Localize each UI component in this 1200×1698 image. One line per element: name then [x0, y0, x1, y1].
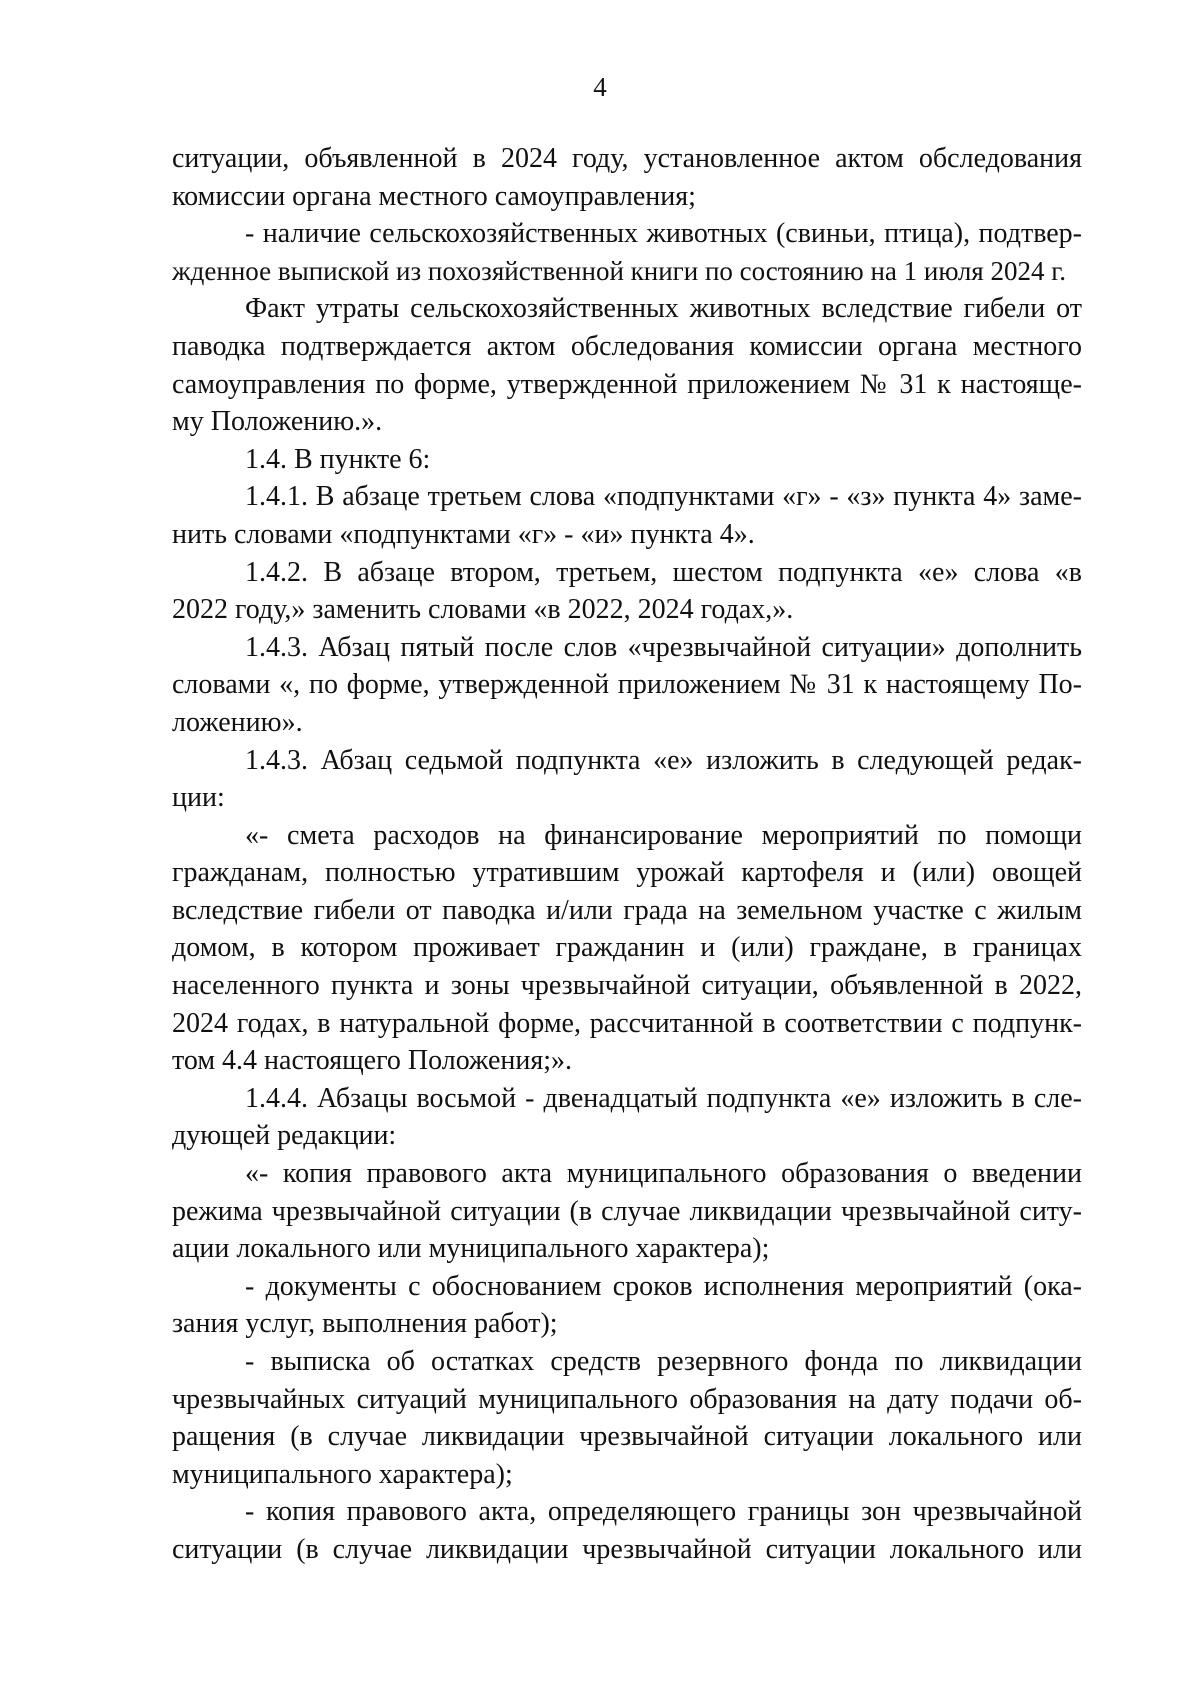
text-line: «- копия правового акта муниципального образования о введении	[245, 1158, 1082, 1190]
text-line: 1.4. В пункте 6:	[245, 443, 431, 475]
text-line: населенного пункта и зоны чрезвычайной ситуации, объявленной в 2022,	[172, 970, 1082, 1002]
text-line: режима чрезвычайной ситуации (в случае ликвидации чрезвычайной ситу-	[172, 1195, 1082, 1227]
document-body	[172, 140, 1082, 1569]
text-line: муниципального характера);	[172, 1458, 513, 1490]
text-line: - документы с обоснованием сроков исполнения мероприятий (ока-	[245, 1270, 1082, 1302]
text-line: зания услуг, выполнения работ);	[172, 1308, 558, 1340]
text-line: 1.4.1. В абзаце третьем слова «подпунктами «г» - «з» пункта 4» заме-	[245, 481, 1082, 513]
text-line: ложению».	[172, 706, 303, 738]
text-line: 2022 году,» заменить словами «в 2022, 2024 годах,».	[172, 594, 794, 626]
text-line: вследствие гибели от паводка и/или града на земельном участке с жилым	[172, 894, 1082, 926]
text-line: чрезвычайных ситуаций муниципального образования на дату подачи об-	[172, 1383, 1082, 1415]
text-line: ращения (в случае ликвидации чрезвычайной ситуации локального или	[172, 1421, 1082, 1453]
text-line: том 4.4 настоящего Положения;».	[172, 1045, 573, 1077]
text-line: ации локального или муниципального характера);	[172, 1233, 770, 1265]
text-line: гражданам, полностью утратившим урожай картофеля и (или) овощей	[172, 857, 1082, 889]
text-line: - наличие сельскохозяйственных животных (свиньи, птица), подтвер-	[245, 218, 1082, 250]
text-line: жденное выпиской из похозяйственной книги по состоянию на 1 июля 2024 г.	[172, 255, 1067, 286]
text-line: словами «, по форме, утвержденной приложением № 31 к настоящему По-	[172, 669, 1082, 701]
text-line: самоуправления по форме, утвержденной приложением № 31 к настояще-	[172, 368, 1082, 400]
text-line: - копия правового акта, определяющего границы зон чрезвычайной	[245, 1496, 1082, 1528]
text-line: 1.4.3. Абзац пятый после слов «чрезвычайной ситуации» дополнить	[245, 631, 1082, 663]
text-line: Факт утраты сельскохозяйственных животных вследствие гибели от	[245, 293, 1082, 325]
text-line: ситуации (в случае ликвидации чрезвычайной ситуации локального или	[172, 1533, 1082, 1565]
text-line: 2024 годах, в натуральной форме, рассчитанной в соответствии с подпунк-	[172, 1007, 1082, 1039]
text-line: ции:	[172, 782, 225, 814]
page-number: 4	[593, 72, 607, 102]
text-line: 1.4.4. Абзацы восьмой - двенадцатый подпункта «е» изложить в сле-	[245, 1082, 1082, 1114]
text-line: - выписка об остатках средств резервного фонда по ликвидации	[245, 1346, 1082, 1377]
text-line: дующей редакции:	[172, 1120, 397, 1152]
text-line: паводка подтверждается актом обследования комиссии органа местного	[172, 330, 1082, 362]
text-line: ситуации, объявленной в 2024 году, установленное актом обследования	[172, 143, 1082, 174]
text-line: 1.4.3. Абзац седьмой подпункта «е» изложить в следующей редак-	[245, 744, 1082, 776]
text-line: 1.4.2. В абзаце втором, третьем, шестом подпункта «е» слова «в	[245, 556, 1082, 588]
text-line: «- смета расходов на финансирование мероприятий по помощи	[245, 819, 1082, 851]
text-line: комиссии органа местного самоуправления;	[172, 180, 696, 212]
text-line: домом, в котором проживает гражданин и (или) граждане, в границах	[172, 932, 1082, 964]
text-line: нить словами «подпунктами «г» - «и» пункта 4».	[172, 518, 755, 550]
text-line: му Положению.».	[172, 406, 383, 438]
